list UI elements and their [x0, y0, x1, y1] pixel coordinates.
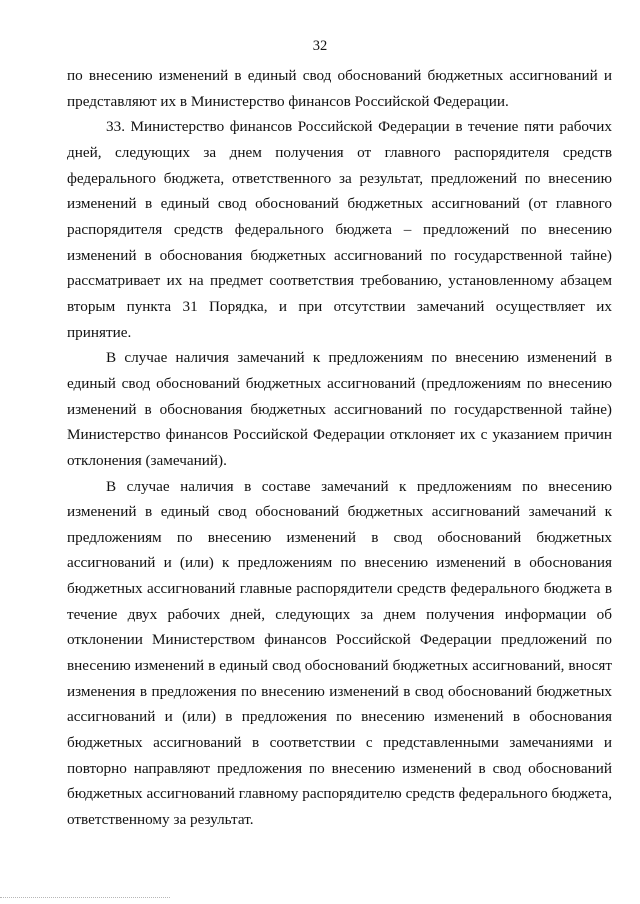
paragraph-remarks-composition: В случае наличия в составе замечаний к предложениям по внесению изменений в единый свод обоснований бюджетных ассигнований замечаний к предложениям по внесению изменений в свод обоснований бюджетных ассигнований и (или) к предложениям по внесению изменений в обоснования бюджетных ассигнований главные распорядители средств федерального бюджета в течение двух рабочих дней, следующих за днем получения информации об отклонении Министерством финансов Российской Федерации предложений по внесению изменений в единый свод обоснований бюджетных ассигнований, вносят изменения в предложения по внесению изменений в свод обоснований бюджетных ассигнований и (или) в предложения по внесению изменений в обоснования бюджетных ассигнований в соответствии с представленными замечаниями и повторно направляют предложения по внесению изменений в свод обоснований бюджетных ассигнований главному распорядителю средств федерального бюджета, ответственному за результат.	[67, 477, 612, 829]
paragraph-remarks: В случае наличия замечаний к предложениям по внесению изменений в единый свод обоснований бюджетных ассигнований (предложениям по внесению изменений в обоснования бюджетных ассигнований по государственной тайне) Министерство финансов Российской Федерации отклоняет их с указанием причин отклонения (замечаний).	[67, 349, 612, 469]
document-body	[67, 63, 612, 833]
scan-edge-artifact	[0, 897, 170, 900]
page-number: 32	[312, 38, 328, 54]
paragraph-item-33: 33. Министерство финансов Российской Федерации в течение пяти рабочих дней, следующих за днем получения от главного распорядителя средств федерального бюджета, ответственного за результат, предложений по внесению изменений в единый свод обоснований бюджетных ассигнований (от главного распорядителя средств федерального бюджета – предложений по внесению изменений в обоснования бюджетных ассигнований по государственной тайне) рассматривает их на предмет соответствия требованию, установленному абзацем вторым пункта 31 Порядка, и при отсутствии замечаний осуществляет их принятие.	[67, 118, 612, 341]
paragraph-continuation: по внесению изменений в единый свод обоснований бюджетных ассигнований и представляют их в Министерство финансов Российской Федерации.	[67, 67, 612, 110]
